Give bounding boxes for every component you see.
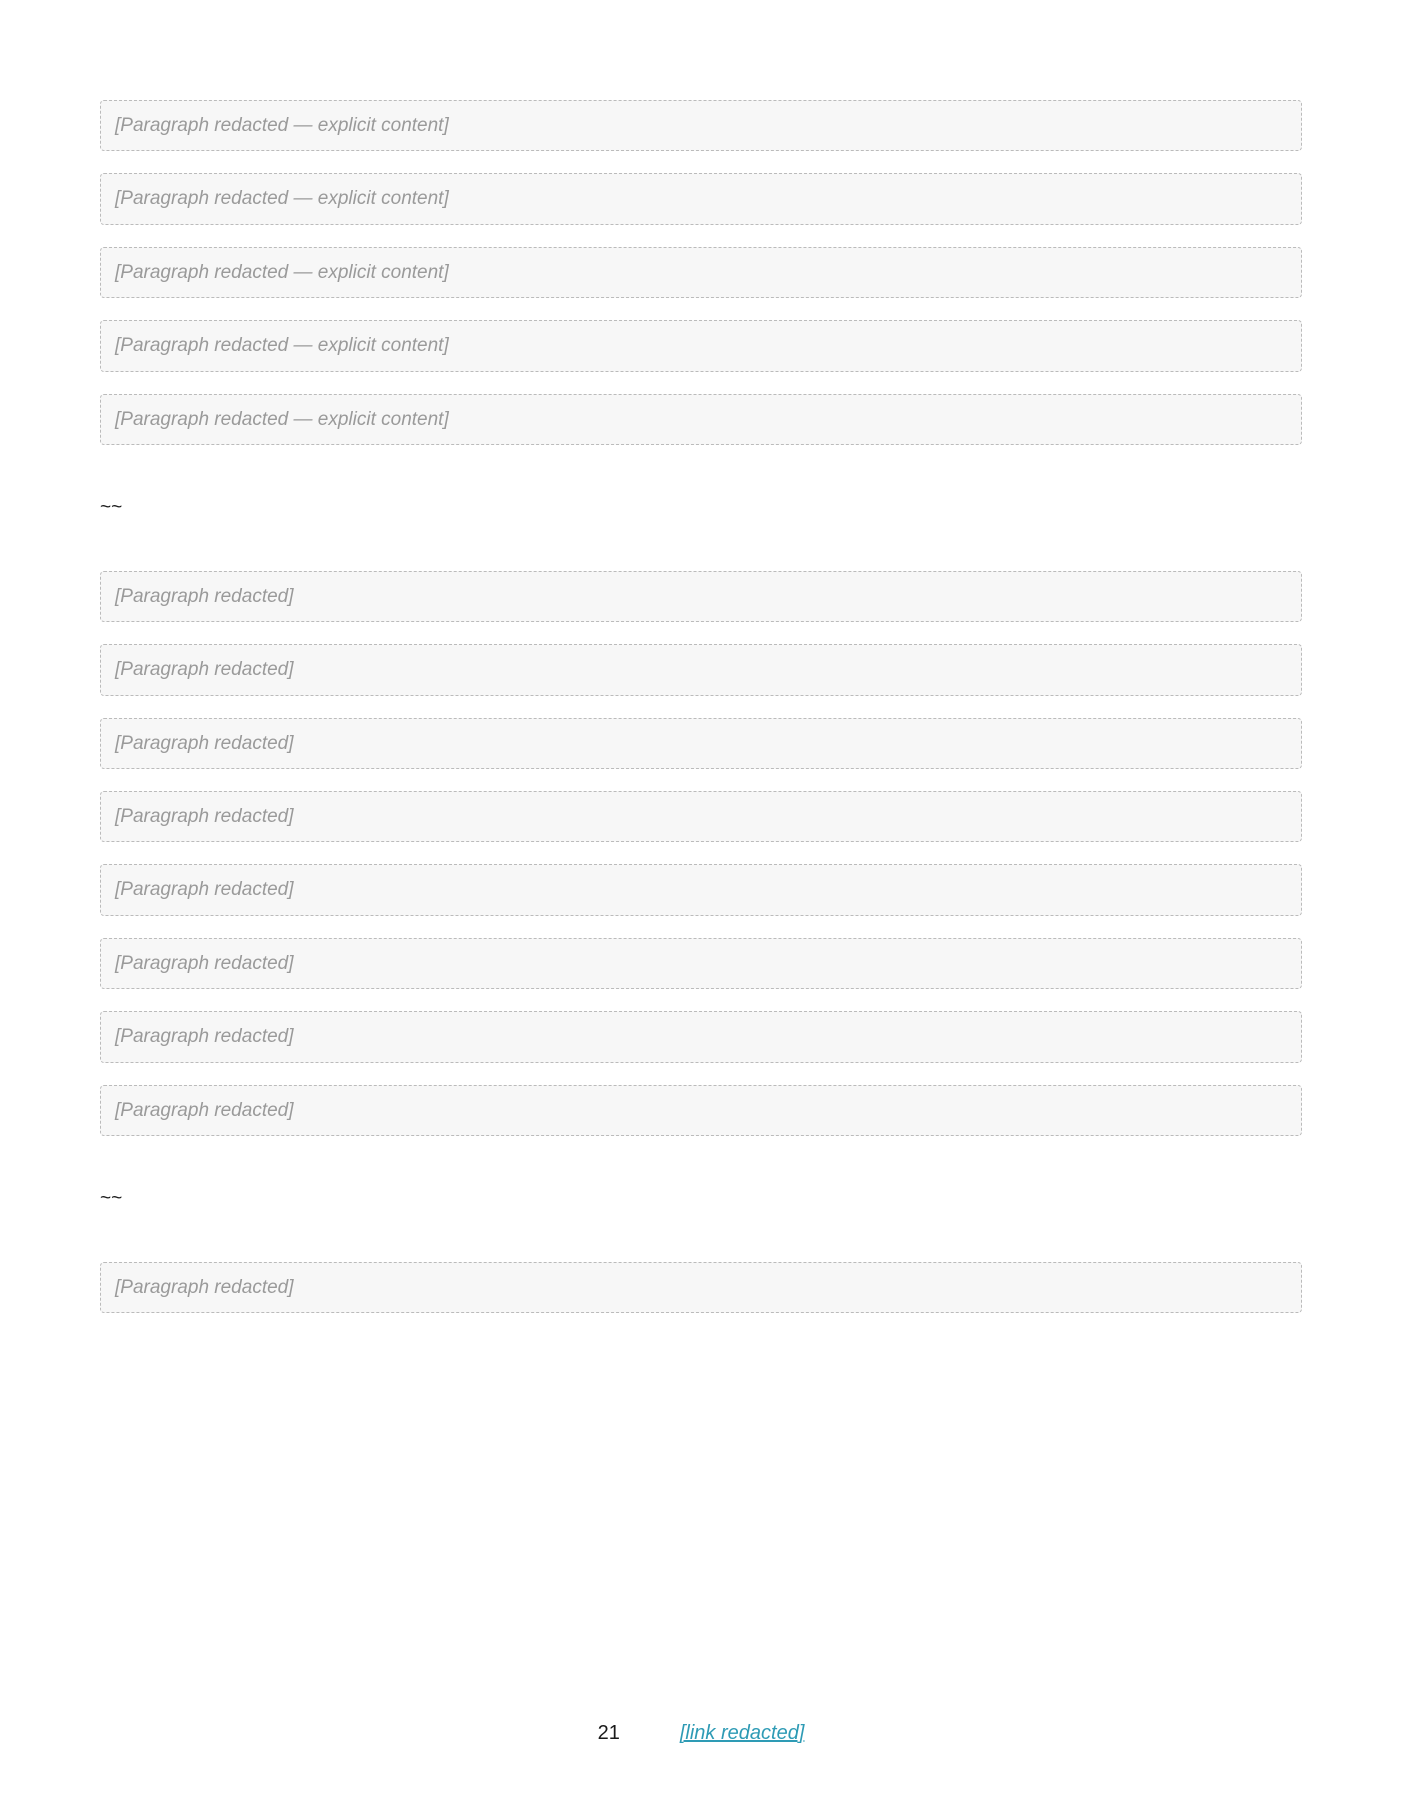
redacted-paragraph: [Paragraph redacted]	[100, 644, 1302, 695]
page-footer	[0, 1722, 1402, 1745]
redacted-paragraph: [Paragraph redacted — explicit content]	[100, 247, 1302, 298]
scene-break: ~~	[100, 497, 123, 519]
redacted-paragraph: [Paragraph redacted]	[100, 718, 1302, 769]
redacted-paragraph: [Paragraph redacted — explicit content]	[100, 394, 1302, 445]
footer-link[interactable]: [link redacted]	[679, 1722, 805, 1744]
body-text-container	[100, 100, 1302, 1313]
scene-break: ~~	[100, 1188, 123, 1210]
redacted-paragraph: [Paragraph redacted — explicit content]	[100, 320, 1302, 371]
redacted-paragraph: [Paragraph redacted]	[100, 1011, 1302, 1062]
redacted-paragraph: [Paragraph redacted]	[100, 1262, 1302, 1313]
redacted-paragraph: [Paragraph redacted]	[100, 938, 1302, 989]
redacted-paragraph: [Paragraph redacted]	[100, 864, 1302, 915]
redacted-paragraph: [Paragraph redacted]	[100, 571, 1302, 622]
page-number: 21	[597, 1722, 620, 1744]
redacted-paragraph: [Paragraph redacted — explicit content]	[100, 173, 1302, 224]
redacted-paragraph: [Paragraph redacted]	[100, 1085, 1302, 1136]
redacted-paragraph: [Paragraph redacted]	[100, 791, 1302, 842]
redacted-paragraph: [Paragraph redacted — explicit content]	[100, 100, 1302, 151]
